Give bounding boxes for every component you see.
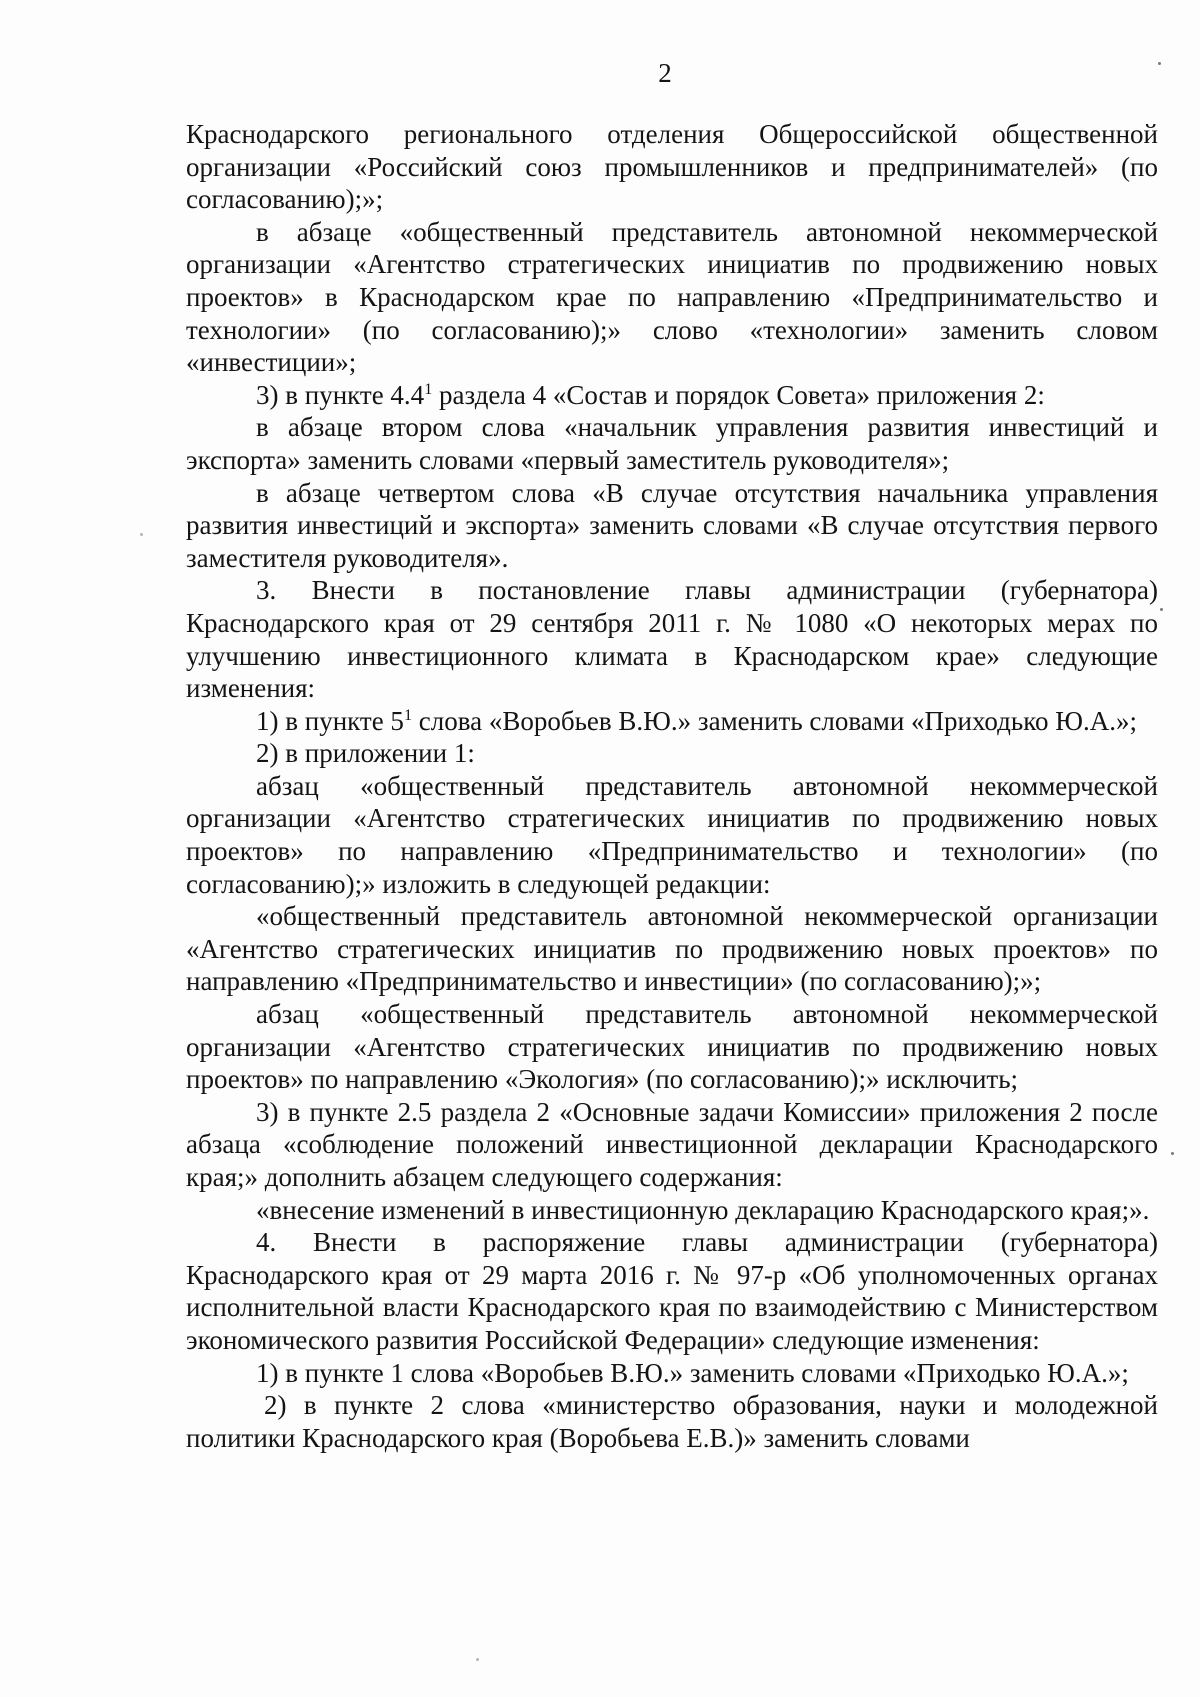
scan-speck (140, 533, 143, 536)
paragraph-text: 1) в пункте 5 (256, 705, 404, 736)
paragraph: в абзаце четвертом слова «В случае отсутствия начальника управления развития инвестиций и экспорта» заменить словами «В случае отсутствия первого заместителя руководителя». (186, 477, 1158, 573)
paragraph: 3) в пункте 2.5 раздела 2 «Основные задачи Комиссии» приложения 2 после абзаца «соблюдение положений инвестиционной декларации Краснодарского края;» дополнить абзацем следующего содержания: (186, 1096, 1158, 1192)
scan-speck (1160, 608, 1163, 611)
paragraph: 4. Внести в распоряжение главы администрации (губернатора) Краснодарского края от 29 марта 2016 г. № 97-р «Об уполномоченных органах исполнительной власти Краснодарского края по взаимодействию с Министерством экономического развития Российской Федерации» следующие изменения: (186, 1227, 1158, 1355)
paragraph: в абзаце «общественный представитель автономной некоммерческой организации «Агентство стратегических инициатив по продвижению новых проектов» в Краснодарском крае по направлению «Предпринимательство и технологии» (по согласованию);» слово «технологии» заменить словом «инвестиции»; (186, 216, 1158, 378)
paragraph-text: слова «Воробьев В.Ю.» заменить словами «Приходько Ю.А.»; (412, 705, 1137, 736)
scan-speck (476, 1658, 479, 1661)
paragraph: абзац «общественный представитель автономной некоммерческой организации «Агентство стратегических инициатив по продвижению новых проектов» по направлению «Экология» (по согласованию);» исключить; (186, 999, 1158, 1095)
paragraph (186, 705, 1158, 738)
paragraph: в абзаце втором слова «начальник управления развития инвестиций и экспорта» заменить словами «первый заместитель руководителя»; (186, 412, 1158, 475)
paragraph (186, 379, 1158, 412)
paragraph: «внесение изменений в инвестиционную декларацию Краснодарского края;». (256, 1194, 1150, 1225)
paragraph: 2) в приложении 1: (256, 738, 475, 769)
superscript: 1 (424, 379, 433, 398)
paragraph: 2) в пункте 2 слова «министерство образования, науки и молодежной политики Краснодарского края (Воробьева Е.В.)» заменить словами (186, 1390, 1158, 1453)
paragraph: абзац «общественный представитель автономной некоммерческой организации «Агентство стратегических инициатив по продвижению новых проектов» по направлению «Предпринимательство и технологии» (по согласованию);» изложить в следующей редакции: (186, 770, 1158, 899)
scan-speck (1158, 62, 1161, 65)
superscript: 1 (403, 705, 413, 724)
paragraph: 1) в пункте 1 слова «Воробьев В.Ю.» заменить словами «Приходько Ю.А.»; (256, 1357, 1129, 1388)
paragraph-text: 3) в пункте 4.4 (256, 379, 425, 410)
paragraph: Краснодарского регионального отделения Общероссийской общественной организации «Российский союз промышленников и предпринимателей» (по согласованию);»; (186, 119, 1158, 215)
scan-speck (1171, 1152, 1174, 1155)
paragraph-text: раздела 4 «Состав и порядок Совета» приложения 2: (432, 379, 1045, 410)
page-number: 2 (658, 58, 672, 88)
paragraph: 3. Внести в постановление главы администрации (губернатора) Краснодарского края от 29 сентября 2011 г. № 1080 «О некоторых мерах по улучшению инвестиционного климата в Краснодарском крае» следующие изменения: (186, 575, 1158, 704)
paragraph: «общественный представитель автономной некоммерческой организации «Агентство стратегических инициатив по продвижению новых проектов» по направлению «Предпринимательство и инвестиции» (по согласованию);»; (186, 901, 1158, 997)
document-body (186, 118, 1158, 1454)
